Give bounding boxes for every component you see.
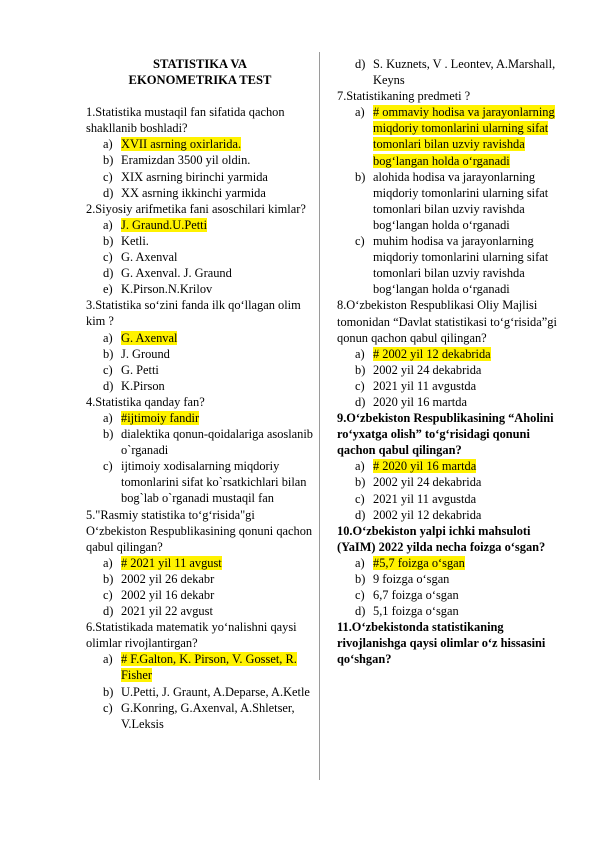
column-divider	[319, 52, 320, 780]
correct-answer-option	[86, 217, 314, 233]
question-text: 5."Rasmiy statistika to‘g‘risida"gi O‘zbekiston Respublikasining qonuni qachon qabul qilingan?	[86, 507, 313, 554]
correct-answer-option	[86, 555, 314, 571]
answer-option	[337, 474, 559, 490]
answer-option	[337, 56, 559, 88]
option-label: c)	[355, 378, 365, 393]
answer-option	[86, 152, 314, 168]
option-label: a)	[355, 105, 365, 120]
option-text: 6,7 foizga o‘sgan	[373, 588, 459, 603]
question-text: 8.O‘zbekiston Respublikasi Oliy Majlisi tomonidan “Davlat statistikasi to‘g‘risida”gi qonun qachon qabul qilingan?	[337, 298, 557, 345]
correct-answer-option	[337, 458, 559, 474]
option-label: d)	[103, 604, 114, 619]
option-label: d)	[103, 185, 114, 200]
option-label: c)	[103, 362, 113, 377]
highlighted-answer-text: # 2002 yil 12 dekabrida	[373, 346, 491, 361]
answer-option	[337, 507, 559, 523]
correct-answer-option	[337, 555, 559, 571]
answer-option	[86, 458, 314, 506]
option-label: a)	[103, 555, 113, 570]
answer-option	[86, 362, 314, 378]
option-label: a)	[355, 346, 365, 361]
highlighted-answer-text: #5,7 foizga o‘sgan	[373, 555, 465, 570]
option-label: c)	[103, 250, 113, 265]
question-text: 7.Statistikaning predmeti ?	[337, 89, 471, 104]
answer-option	[337, 394, 559, 410]
correct-answer-option	[86, 136, 314, 152]
answer-option	[86, 571, 314, 587]
option-label: a)	[103, 217, 113, 232]
option-text: 9 foizga o‘sgan	[373, 572, 450, 586]
answer-option	[86, 426, 314, 458]
option-text: dialektika qonun-qoidalariga asoslanib o`rganadi	[121, 427, 314, 458]
question-text: 4.Statistika qanday fan?	[86, 394, 205, 409]
option-label: c)	[103, 588, 113, 602]
option-text: 2021 yil 22 avgust	[121, 604, 213, 619]
option-text: 5,1 foizga o‘sgan	[373, 604, 459, 619]
option-text: 2002 yil 24 dekabrida	[373, 475, 482, 490]
answer-option	[86, 265, 314, 281]
option-label: b)	[103, 427, 114, 442]
document-title	[86, 56, 314, 88]
option-label: b)	[355, 362, 366, 377]
option-text: XX asrning ikkinchi yarmida	[121, 185, 266, 200]
option-label: a)	[103, 330, 113, 345]
option-label: c)	[103, 459, 113, 474]
left-question-list	[86, 104, 314, 732]
option-label: b)	[103, 684, 114, 699]
option-text: G. Axenval	[121, 250, 178, 265]
correct-answer-option	[337, 104, 559, 168]
highlighted-answer-text: G. Axenval	[121, 330, 178, 345]
option-label: c)	[103, 169, 113, 184]
option-text: 2002 yil 26 dekabr	[121, 571, 215, 586]
option-text: 2021 yil 11 avgustda	[373, 378, 477, 393]
option-text: Ketli.	[121, 233, 149, 248]
highlighted-answer-text: # F.Galton, K. Pirson, V. Gosset, R. Fisher	[121, 652, 297, 683]
option-label: c)	[355, 234, 365, 249]
option-text: 2020 yil 16 martda	[373, 394, 467, 409]
option-text: G. Petti	[121, 362, 159, 377]
answer-option	[86, 346, 314, 362]
option-text: J. Ground	[121, 346, 170, 361]
answer-option	[86, 281, 314, 297]
question-text: 2.Siyosiy arifmetika fani asoschilari kimlar?	[86, 201, 306, 216]
option-text: 2002 yil 16 dekabr	[121, 588, 215, 602]
option-label: b)	[355, 572, 366, 586]
option-label: c)	[355, 588, 365, 603]
answer-option	[337, 603, 559, 619]
answer-option	[86, 587, 314, 603]
right-column	[337, 56, 559, 668]
answer-option	[86, 603, 314, 619]
option-text: ijtimoiy xodisalarning miqdoriy tomonlarini sifat ko`rsatkichlari bilan bog`lab o`rganadi mustaqil fan	[121, 459, 307, 506]
answer-option	[86, 378, 314, 394]
option-label: a)	[355, 459, 365, 474]
option-label: a)	[103, 410, 113, 425]
option-label: e)	[103, 282, 113, 297]
highlighted-answer-text: # 2020 yil 16 martda	[373, 459, 477, 474]
option-text: S. Kuznets, V . Leontev, A.Marshall, Keyns	[373, 57, 556, 88]
option-text: 2002 yil 12 dekabrida	[373, 507, 482, 522]
answer-option	[86, 169, 314, 185]
highlighted-answer-text: J. Graund.U.Petti	[121, 217, 208, 232]
option-text: K.Pirson	[121, 378, 165, 393]
correct-answer-option	[86, 410, 314, 426]
question-text: 6.Statistikada matematik yo‘nalishni qaysi olimlar rivojlantirgan?	[86, 620, 297, 651]
highlighted-answer-text: XVII asrning oxirlarida.	[121, 137, 242, 152]
option-label: c)	[103, 700, 113, 715]
answer-option	[337, 378, 559, 394]
option-label: b)	[103, 153, 114, 168]
highlighted-answer-text: # 2021 yil 11 avgust	[121, 555, 222, 570]
highlighted-answer-text: # ommaviy hodisa va jarayonlarning miqdoriy tomonlarini ularning sifat tomonlari bilan uzviy ravishda bog‘langan holda o‘rganadi	[373, 105, 555, 168]
correct-answer-option	[337, 346, 559, 362]
answer-option	[86, 684, 314, 700]
answer-option	[337, 587, 559, 603]
question-text: 3.Statistika so‘zini fanda ilk qo‘llagan olim kim ?	[86, 298, 301, 329]
option-label: d)	[103, 378, 114, 393]
answer-option	[86, 233, 314, 249]
option-label: d)	[355, 604, 366, 619]
answer-option	[337, 169, 559, 233]
left-column	[86, 56, 314, 732]
answer-option	[337, 233, 559, 297]
question-text: 9.O‘zbekiston Respublikasining “Aholini ro‘yxatga olish” to‘g‘risidagi qonuni qachon qabul qilingan?	[337, 411, 554, 458]
right-question-list	[337, 88, 559, 667]
correct-answer-option	[86, 330, 314, 346]
option-text: 2002 yil 24 dekabrida	[373, 362, 482, 377]
option-text: 2021 yil 11 avgustda	[373, 491, 477, 506]
option-label: b)	[103, 571, 114, 586]
option-label: a)	[103, 137, 113, 152]
option-label: b)	[103, 233, 114, 248]
answer-option	[337, 491, 559, 507]
option-text: XIX asrning birinchi yarmida	[121, 169, 268, 184]
question-text: 11.O‘zbekistonda statistikaning rivojlanishga qaysi olimlar o‘z hissasini qo‘shgan?	[337, 620, 546, 667]
answer-option	[86, 185, 314, 201]
correct-answer-option	[86, 651, 314, 683]
option-label: d)	[355, 57, 366, 71]
option-text: muhim hodisa va jarayonlarning miqdoriy tomonlarini ularning sifat tomonlari bilan uzviy ravishda bog‘langan holda o‘rganadi	[373, 234, 549, 297]
option-text: G. Axenval. J. Graund	[121, 266, 232, 281]
title-line-1: STATISTIKA VA	[153, 57, 247, 71]
option-label: a)	[103, 652, 113, 667]
answer-option	[337, 362, 559, 378]
option-label: b)	[355, 169, 366, 184]
question-text: 1.Statistika mustaqil fan sifatida qachon shakllanib boshladi?	[86, 105, 285, 136]
option-label: d)	[355, 394, 366, 409]
option-text: alohida hodisa va jarayonlarning miqdoriy tomonlarini ularning sifat tomonlari bilan uzviy ravishda bog‘langan holda o‘rganadi	[373, 169, 549, 232]
question-text: 10.O‘zbekiston yalpi ichki mahsuloti (YaIM) 2022 yilda necha foizga o‘sgan?	[337, 523, 546, 554]
option-label: a)	[355, 555, 365, 570]
option-label: d)	[103, 266, 114, 281]
option-label: c)	[355, 491, 365, 506]
option-text: K.Pirson.N.Krilov	[121, 282, 213, 297]
option-label: b)	[103, 346, 114, 361]
highlighted-answer-text: #ijtimoiy fandir	[121, 410, 200, 425]
option-label: d)	[355, 507, 366, 522]
option-text: Eramizdan 3500 yil oldin.	[121, 153, 251, 168]
option-text: U.Petti, J. Graunt, A.Deparse, A.Ketle	[121, 684, 310, 699]
option-label: b)	[355, 475, 366, 490]
answer-option	[86, 700, 314, 732]
answer-option	[337, 571, 559, 587]
option-text: G.Konring, G.Axenval, A.Shletser, V.Leksis	[121, 700, 295, 731]
title-line-2: EKONOMETRIKA TEST	[128, 73, 272, 88]
answer-option	[86, 249, 314, 265]
